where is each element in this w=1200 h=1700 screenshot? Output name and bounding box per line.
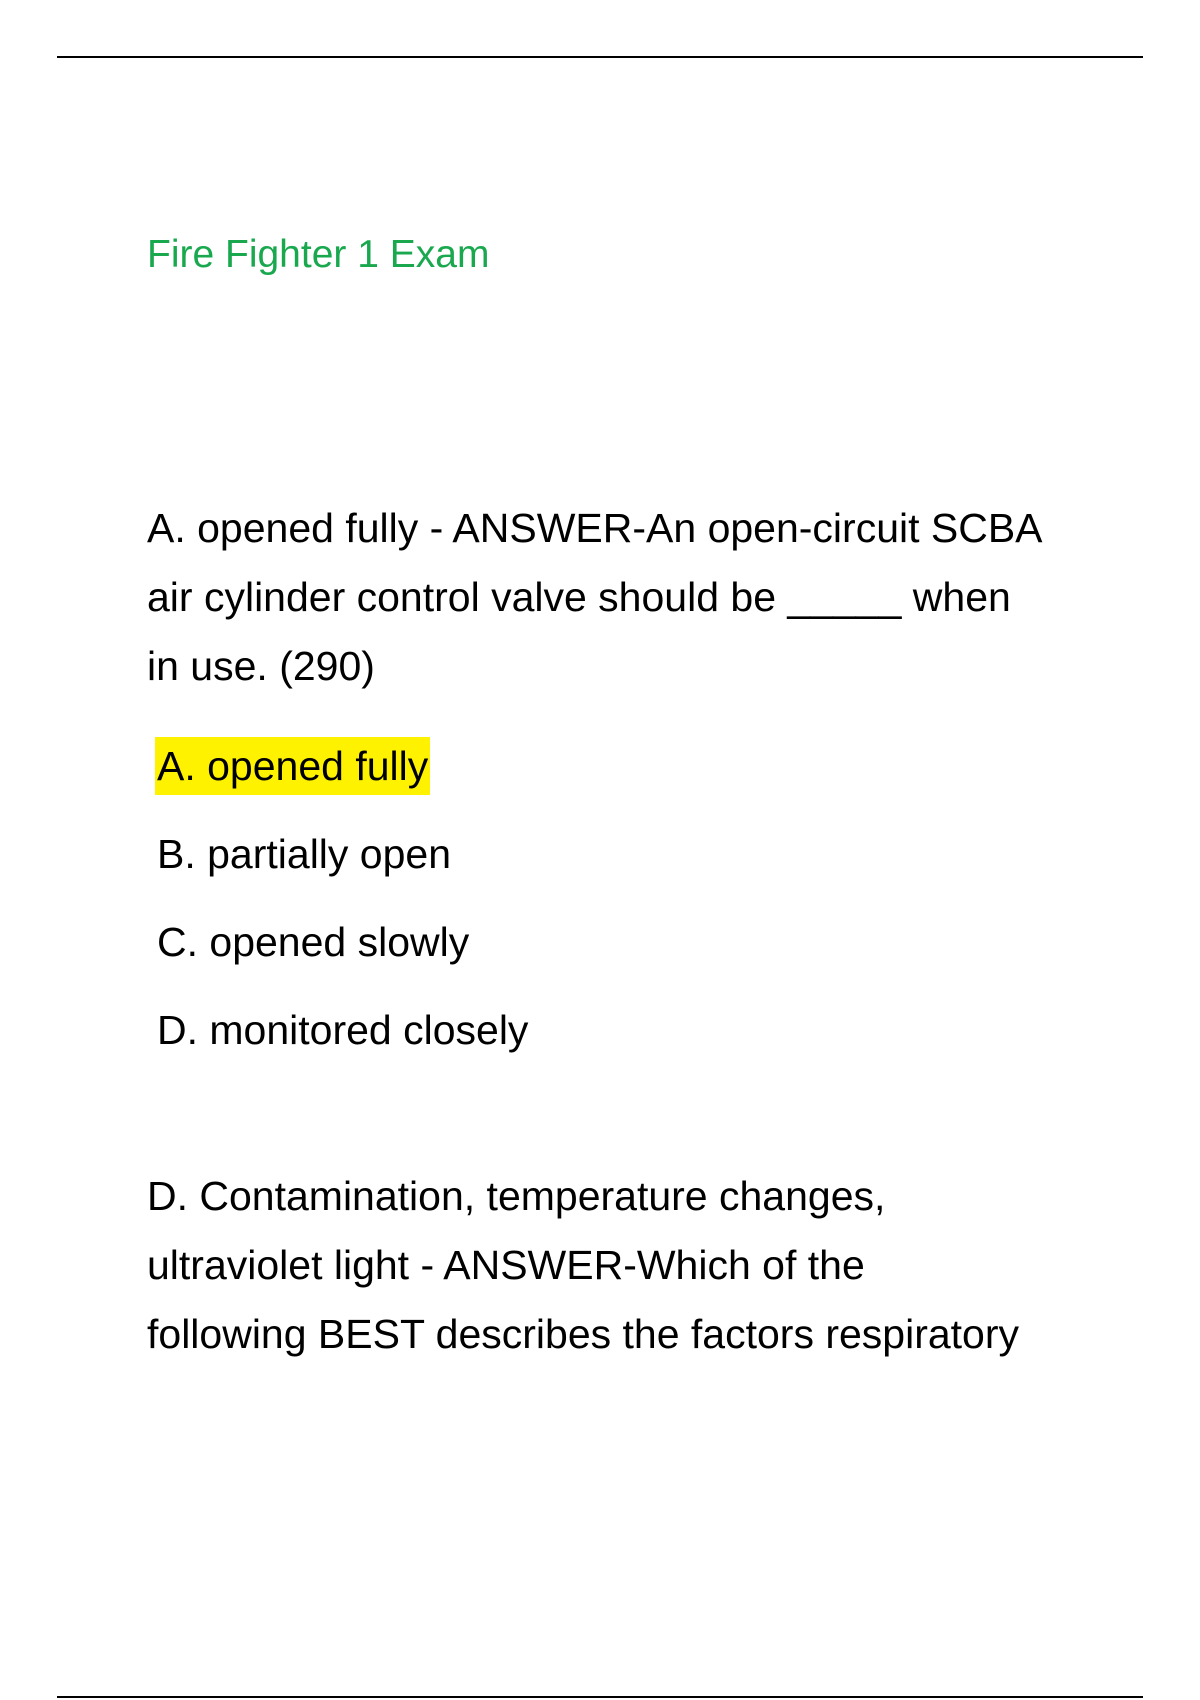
option-a <box>155 722 530 810</box>
option-b <box>155 810 530 898</box>
question-2 <box>147 1162 1097 1369</box>
top-divider <box>57 56 1143 58</box>
question-1 <box>147 494 1097 701</box>
option-d <box>155 986 530 1074</box>
question-2-line-2: ultraviolet light - ANSWER-Which of the <box>147 1242 865 1288</box>
bottom-divider <box>57 1696 1143 1698</box>
option-c-label: C. opened slowly <box>157 919 470 965</box>
question-2-line-1: D. Contamination, temperature changes, <box>147 1173 886 1219</box>
question-1-options <box>155 722 530 1074</box>
option-c <box>155 898 530 986</box>
question-1-line-2: air cylinder control valve should be _____ when <box>147 574 1011 620</box>
option-a-label: A. opened fully <box>155 737 430 795</box>
option-d-label: D. monitored closely <box>157 1007 529 1053</box>
question-2-line-3: following BEST describes the factors respiratory <box>147 1311 1020 1357</box>
question-1-line-1: A. opened fully - ANSWER-An open-circuit SCBA <box>147 505 1043 551</box>
document-title: Fire Fighter 1 Exam <box>147 233 490 276</box>
option-b-label: B. partially open <box>157 831 452 877</box>
question-1-line-3: in use. (290) <box>147 643 375 689</box>
